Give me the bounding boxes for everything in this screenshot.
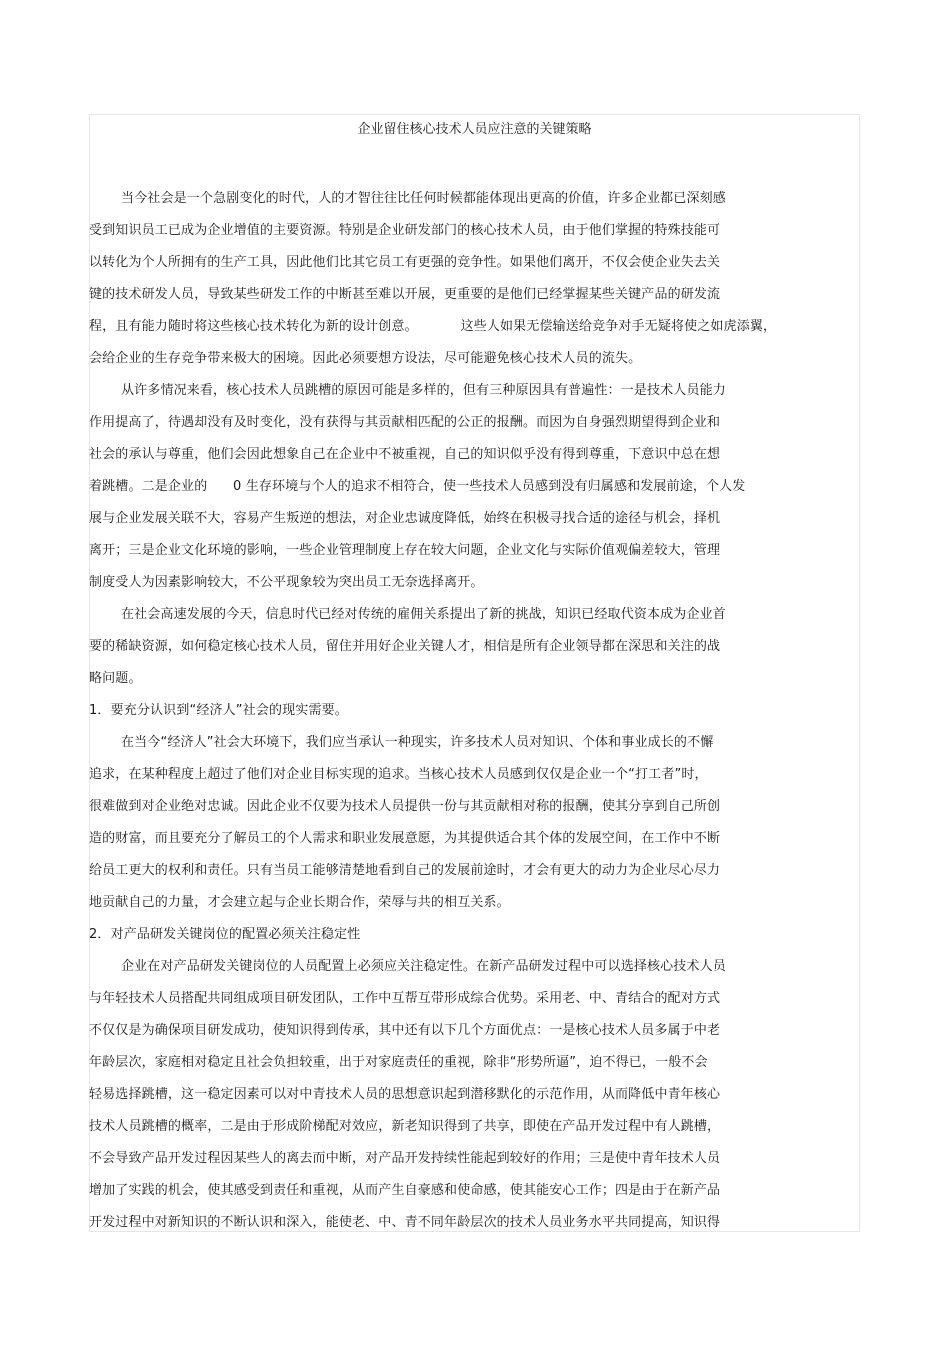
paragraph-line: 以转化为个人所拥有的生产工具，因此他们比其它员工有更强的竞争性。如果他们离开，不仅会使企业失去关: [89, 255, 721, 270]
paragraph-line: 企业在对产品研发关键岗位的人员配置上必须应关注稳定性。在新产品研发过程中可以选择核心技术人员: [121, 959, 726, 974]
paragraph-line: 给员工更大的权利和责任。只有当员工能够清楚地看到自己的发展前途时，才会有更大的动力为企业尽心尽力: [89, 863, 721, 878]
paragraph-line: 追求，在某种程度上超过了他们对企业目标实现的追求。当核心技术人员感到仅仅是企业一个“打工者”时，: [89, 767, 708, 782]
paragraph-line: 展与企业发展关联不大，容易产生叛逆的想法，对企业忠诚度降低，始终在积极寻找合适的途径与机会，择机: [89, 511, 721, 526]
paragraph-line: 离开；三是企业文化环境的影响，一些企业管理制度上存在较大问题，企业文化与实际价值观偏差较大，管理: [89, 543, 721, 558]
paragraph-line: 社会的承认与尊重，他们会因此想象自己在企业中不被重视，自己的知识似乎没有得到尊重，下意识中总在想: [89, 447, 721, 462]
paragraph-line: 从许多情况来看，核心技术人员跳槽的原因可能是多样的，但有三种原因具有普遍性：一是技术人员能力: [121, 383, 726, 398]
paragraph-line: 很难做到对企业绝对忠诚。因此企业不仅要为技术人员提供一份与其贡献相对称的报酬，使其分享到自己所创: [89, 799, 721, 814]
section-heading: 2．对产品研发关键岗位的配置必须关注稳定性: [89, 927, 361, 942]
paragraph-line: 轻易选择跳槽，这一稳定因素可以对中青技术人员的思想意识起到潜移默化的示范作用，从而降低中青年核心: [89, 1087, 721, 1102]
paragraph-line: 键的技术研发人员，导致某些研发工作的中断甚至难以开展，更重要的是他们已经掌握某些关键产品的研发流: [89, 287, 721, 302]
paragraph-line: 与年轻技术人员搭配共同组成项目研发团队，工作中互帮互带形成综合优势。采用老、中、青结合的配对方式: [89, 991, 721, 1006]
paragraph-line: 受到知识员工已成为企业增值的主要资源。特别是企业研发部门的核心技术人员，由于他们掌握的特殊技能可: [89, 223, 721, 238]
paragraph-line: 技术人员跳槽的概率，二是由于形成阶梯配对效应，新老知识得到了共享，即使在产品开发过程中有人跳槽，: [89, 1119, 721, 1134]
paragraph-line: 会给企业的生存竞争带来极大的困境。因此必须要想方设法，尽可能避免核心技术人员的流失。: [89, 351, 642, 366]
paragraph-line: 不会导致产品开发过程因某些人的离去而中断，对产品开发持续性能起到较好的作用；三是使中青年技术人员: [89, 1151, 721, 1166]
paragraph-line: 在社会高速发展的今天，信息时代已经对传统的雇佣关系提出了新的挑战，知识已经取代资本成为企业首: [121, 607, 726, 622]
paragraph-line: 造的财富，而且要充分了解员工的个人需求和职业发展意愿，为其提供适合其个体的发展空间，在工作中不断: [89, 831, 721, 846]
paragraph-line: 要的稀缺资源，如何稳定核心技术人员，留住并用好企业关键人才，相信是所有企业领导都在深思和关注的战: [89, 639, 721, 654]
paragraph-line: 地贡献自己的力量，才会建立起与企业长期合作，荣辱与共的相互关系。: [89, 895, 510, 910]
paragraph-line: 制度受人为因素影响较大，不公平现象较为突出员工无奈选择离开。: [89, 575, 484, 590]
paragraph-line: 略问题。: [89, 671, 142, 686]
paragraph-line: 开发过程中对新知识的不断认识和深入，能使老、中、青不同年龄层次的技术人员业务水平共同提高，知识得: [89, 1215, 721, 1230]
paragraph-line: 增加了实践的机会，使其感受到责任和重视，从而产生自豪感和使命感，使其能安心工作；四是由于在新产品: [89, 1183, 721, 1198]
paragraph-line: 年龄层次，家庭相对稳定且社会负担较重，出于对家庭责任的重视，除非“形势所逼”，迫不得已，一般不会: [89, 1055, 708, 1070]
paragraph-line: 在当今“经济人”社会大环境下，我们应当承认一种现实，许多技术人员对知识、个体和事业成长的不懈: [121, 735, 714, 750]
paragraph-line: 作用提高了，待遇却没有及时变化，没有获得与其贡献相匹配的公正的报酬。而因为自身强烈期望得到企业和: [89, 415, 721, 430]
document-title: 企业留住核心技术人员应注意的关键策略: [357, 122, 592, 137]
paragraph-line: 当今社会是一个急剧变化的时代，人的才智往往比任何时候都能体现出更高的价值，许多企业都已深刻感: [121, 191, 726, 206]
section-heading: 1．要充分认识到“经济人”社会的现实需要。: [89, 703, 348, 718]
paragraph-line: 程，且有能力随时将这些核心技术转化为新的设计创意。 这些人如果无偿输送给竞争对手无疑将使之如虎添翼，: [89, 319, 777, 334]
paragraph-line: 着跳槽。二是企业的 0 生存环境与个人的追求不相符合，使一些技术人员感到没有归属感和发展前途，个人发: [89, 479, 746, 494]
paragraph-line: 不仅仅是为确保项目研发成功，使知识得到传承，其中还有以下几个方面优点：一是核心技术人员多属于中老: [89, 1023, 721, 1038]
